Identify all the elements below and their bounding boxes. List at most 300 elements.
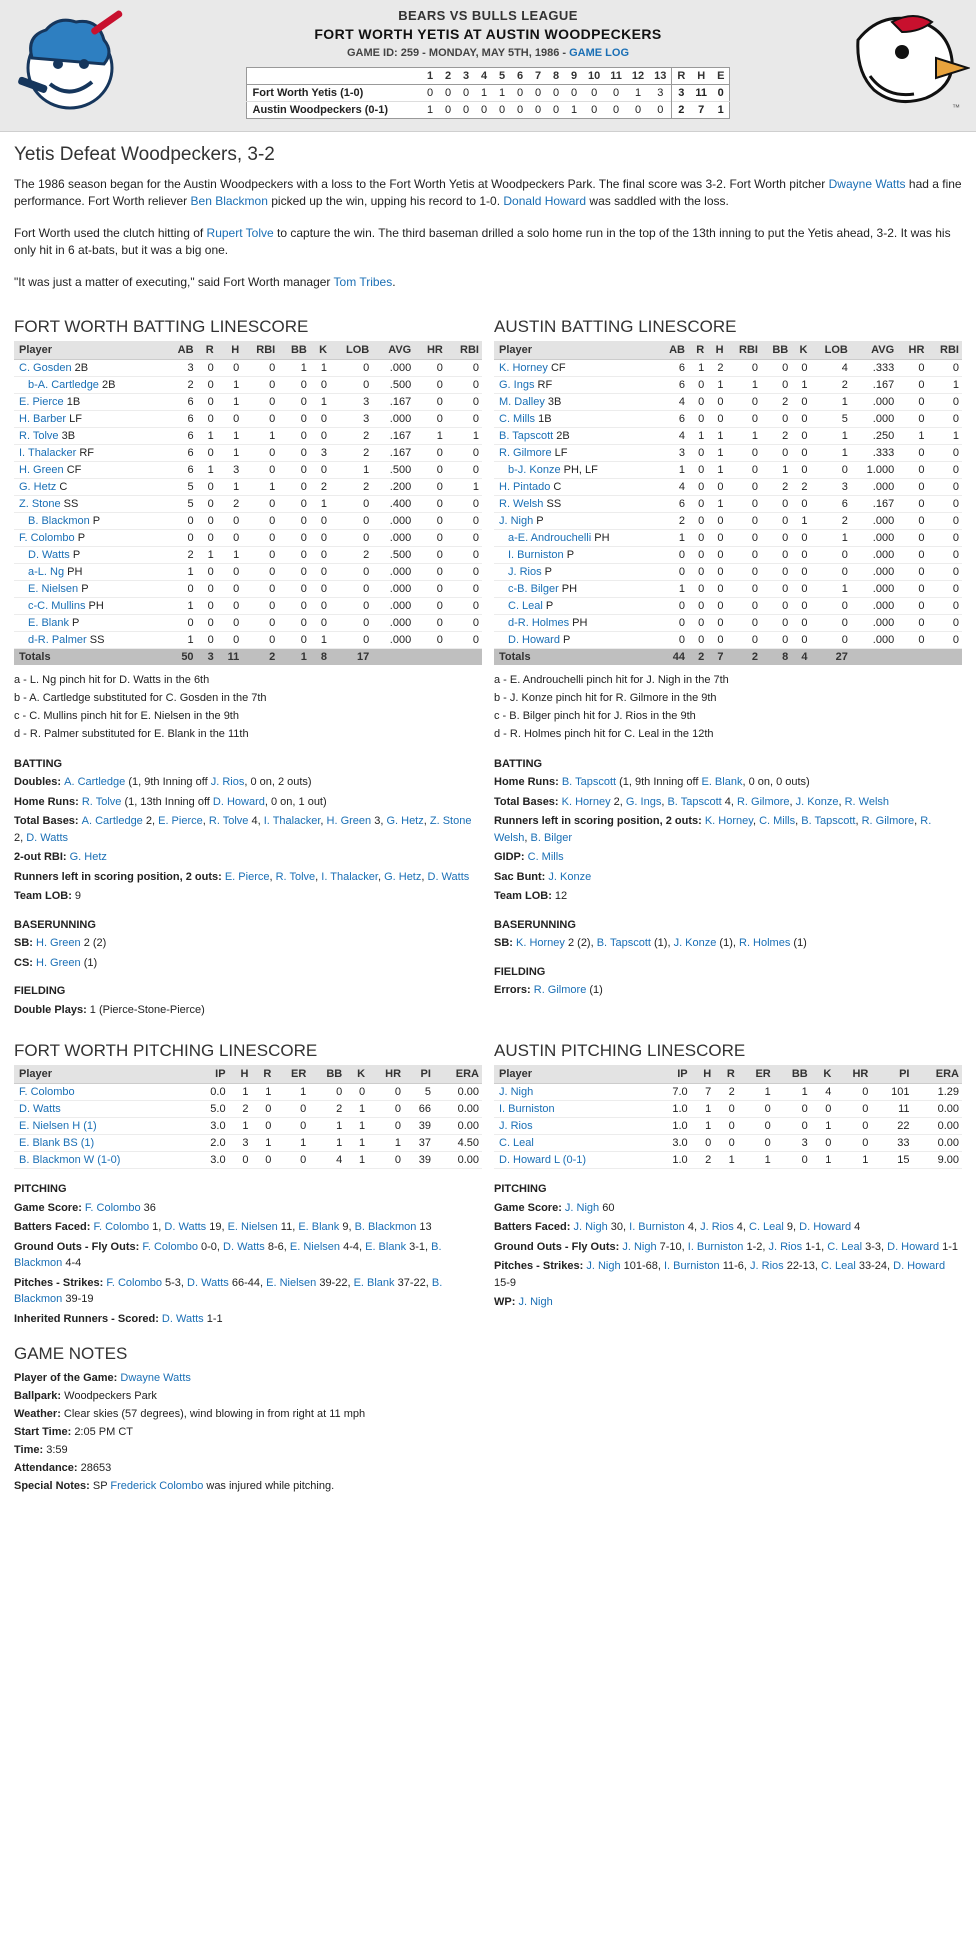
player-link[interactable]: C. Leal	[820, 1260, 856, 1273]
stat-cell: 0	[897, 546, 927, 563]
player-link[interactable]: D. Watts	[187, 1276, 229, 1289]
stat-cell: 0	[927, 580, 962, 597]
stat-cell: 1	[810, 427, 850, 444]
game-notes-section	[0, 1330, 976, 1516]
stat-line: Double Plays: 1 (Pierce-Stone-Pierce)	[14, 1003, 205, 1016]
stat-cell: 0	[810, 461, 850, 478]
player-link[interactable]: C. Mills	[759, 815, 796, 828]
player-link[interactable]: D. Howard	[893, 1260, 946, 1273]
stat-cell: .000	[372, 529, 414, 546]
stat-cell: 0	[791, 580, 810, 597]
player-link[interactable]: E. Blank	[365, 1240, 407, 1253]
inning-value: 0	[570, 87, 578, 99]
player-link[interactable]: M. Dalley	[499, 395, 545, 408]
stat-line-label: Errors:	[494, 984, 534, 997]
player-link[interactable]: B. Tapscott	[667, 795, 722, 808]
player-cell	[14, 597, 165, 614]
stat-cell: .000	[372, 580, 414, 597]
player-link[interactable]: J. Nigh	[499, 514, 534, 527]
player-link[interactable]: G. Ings	[499, 378, 535, 391]
inning-value: 0	[475, 102, 493, 119]
table-row	[14, 529, 482, 546]
stat-cell: 0	[446, 512, 482, 529]
stat-cell: 37	[404, 1135, 434, 1152]
player-link[interactable]: H. Green	[36, 956, 81, 969]
stat-line: Ground Outs - Fly Outs: J. Nigh 7-10, I. Burniston 1-2, J. Rios 1-1, C. Leal 3-3, D. Howard 1-1	[494, 1240, 959, 1253]
player-link[interactable]: I. Burniston	[687, 1240, 744, 1253]
stat-cell: 1	[791, 376, 810, 393]
player-link[interactable]: d-R. Holmes	[508, 616, 570, 629]
player-position: CF	[63, 463, 82, 476]
column-header-ab: AB	[658, 341, 688, 360]
player-cell	[494, 563, 658, 580]
stat-cell: 1	[310, 359, 330, 376]
stat-cell: 0	[278, 512, 310, 529]
player-link[interactable]: I. Burniston	[664, 1260, 720, 1273]
player-position: SS	[60, 497, 79, 510]
stat-line-label: Doubles:	[14, 776, 65, 789]
player-cell	[494, 631, 658, 648]
fw-batting-block	[14, 756, 482, 905]
game-note-label: Start Time:	[14, 1426, 75, 1439]
player-link[interactable]: H. Pintado	[499, 480, 551, 493]
stat-cell: 0	[278, 529, 310, 546]
player-position: SS	[543, 497, 562, 510]
player-link[interactable]: G. Hetz	[386, 815, 424, 828]
player-link[interactable]: D. Watts	[427, 870, 470, 883]
player-link[interactable]: R. Welsh	[499, 497, 544, 510]
fort-worth-batting-col	[8, 311, 488, 1021]
stat-cell: 0	[278, 546, 310, 563]
player-link[interactable]: I. Thalacker	[321, 870, 378, 883]
player-link[interactable]: B. Blackmon	[28, 514, 90, 527]
game-log-link[interactable]: GAME LOG	[569, 47, 629, 59]
stat-line: Team LOB: 9	[14, 890, 82, 903]
column-header-ab: AB	[165, 341, 197, 360]
stat-line: Runners left in scoring position, 2 outs: K. Horney, C. Mills, B. Tapscott, R. Gilmore, R. Welsh, B. Bilger	[494, 815, 932, 844]
player-link[interactable]: B. Blackmon	[14, 1240, 442, 1270]
player-link[interactable]: D. Watts	[26, 831, 68, 844]
pitcher-cell	[494, 1152, 655, 1169]
player-link[interactable]: D. Howard	[799, 1221, 852, 1234]
column-header-ip: IP	[655, 1065, 691, 1084]
player-link-donald-howard[interactable]: Donald Howard	[503, 194, 587, 209]
player-link[interactable]: R. Gilmore	[861, 815, 915, 828]
player-link[interactable]: d-R. Palmer	[28, 633, 87, 646]
player-link[interactable]: R. Gilmore	[499, 446, 552, 459]
player-link[interactable]: C. Gosden	[19, 361, 72, 374]
stat-cell: 0	[278, 597, 310, 614]
player-link[interactable]: G. Hetz	[19, 480, 57, 493]
column-header-bb: BB	[309, 1065, 345, 1084]
stat-cell: 0	[658, 597, 688, 614]
inning-header-10: 10	[583, 68, 605, 85]
stat-cell: .000	[372, 410, 414, 427]
stat-cell: 0	[278, 631, 310, 648]
player-link[interactable]: J. Rios	[508, 565, 542, 578]
player-link[interactable]: J. Rios	[700, 1221, 734, 1234]
player-link[interactable]: R. Welsh	[494, 815, 932, 844]
player-link[interactable]: E. Nielsen	[28, 582, 79, 595]
player-position: 3B	[58, 429, 76, 442]
inning-header-6: 6	[511, 68, 529, 85]
header-titles	[10, 8, 966, 119]
stat-cell: .167	[372, 393, 414, 410]
stat-line-label: Batters Faced:	[494, 1221, 574, 1234]
stat-cell: 0	[242, 631, 278, 648]
stat-cell: 0	[309, 1084, 345, 1101]
player-link[interactable]: C. Leal	[499, 1137, 534, 1150]
player-cell	[494, 580, 658, 597]
player-link[interactable]: A. Cartledge	[64, 776, 126, 789]
player-link[interactable]: E. Blank BS (1)	[19, 1137, 95, 1150]
player-cell	[14, 427, 165, 444]
player-link[interactable]: J. Nigh	[499, 1086, 534, 1099]
stat-cell: 0	[446, 359, 482, 376]
player-link[interactable]: E. Nielsen	[227, 1221, 278, 1234]
stat-cell: 0	[714, 1135, 738, 1152]
stat-cell: 0	[242, 512, 278, 529]
stat-cell: 0	[707, 478, 726, 495]
player-link[interactable]: F. Colombo	[106, 1276, 162, 1289]
stat-line: Game Score: F. Colombo 36	[14, 1201, 156, 1214]
player-link[interactable]: D. Howard	[887, 1240, 940, 1253]
player-link[interactable]: B. Tapscott	[561, 776, 617, 789]
player-link[interactable]: K. Horney	[561, 795, 611, 808]
stat-cell: 0	[165, 529, 197, 546]
player-link[interactable]: E. Blank	[701, 776, 743, 789]
player-link[interactable]: A. Cartledge	[81, 815, 143, 828]
player-link[interactable]: D. Howard	[508, 633, 560, 646]
player-link[interactable]: J. Nigh	[518, 1296, 553, 1309]
stat-line	[494, 1294, 962, 1311]
player-link[interactable]: c-B. Bilger	[508, 582, 559, 595]
player-link[interactable]: c-C. Mullins	[28, 599, 86, 612]
stat-cell: 0	[310, 580, 330, 597]
stat-cell: 2	[658, 512, 688, 529]
stat-cell: 2	[761, 427, 791, 444]
stat-line: Home Runs: B. Tapscott (1, 9th Inning off E. Blank, 0 on, 0 outs)	[494, 776, 810, 789]
player-position: 3B	[544, 395, 562, 408]
player-link-rupert-tolve[interactable]: Rupert Tolve	[206, 225, 274, 240]
hits-value: 7	[690, 102, 712, 119]
player-link[interactable]: J. Konze	[673, 937, 717, 950]
inning-value: 0	[627, 102, 649, 119]
player-link[interactable]: D. Howard	[212, 795, 265, 808]
stat-cell: 0	[197, 393, 217, 410]
player-link[interactable]: R. Tolve	[208, 815, 249, 828]
stat-cell: 0	[791, 410, 810, 427]
stat-line: CS: H. Green (1)	[14, 956, 98, 969]
player-link[interactable]: E. Nielsen H (1)	[19, 1120, 97, 1133]
stat-cell: 0	[688, 631, 707, 648]
player-link[interactable]: K. Horney	[516, 937, 565, 950]
player-link[interactable]: G. Hetz	[384, 870, 422, 883]
player-link[interactable]: I. Burniston	[629, 1221, 685, 1234]
player-link[interactable]: G. Ings	[625, 795, 662, 808]
player-link[interactable]: E. Blank	[28, 616, 69, 629]
stat-cell: 0	[691, 1135, 715, 1152]
stat-cell: 6	[658, 410, 688, 427]
stat-cell: 1	[229, 1084, 252, 1101]
totals-value: 3	[197, 648, 217, 665]
stat-cell: 0	[727, 580, 761, 597]
totals-value: 27	[810, 648, 850, 665]
stat-cell: 0	[897, 495, 927, 512]
inning-value: 1	[421, 102, 439, 119]
stat-line	[494, 849, 962, 866]
player-link[interactable]: C. Leal	[508, 599, 543, 612]
player-position: P	[559, 633, 571, 646]
player-link[interactable]: E. Nielsen	[289, 1240, 341, 1253]
stat-cell: 0	[738, 1101, 774, 1118]
substitution-note: d - R. Holmes pinch hit for C. Leal in the 12th	[494, 728, 714, 741]
table-row	[14, 1084, 482, 1101]
player-position: P	[563, 548, 575, 561]
stat-line-label: Double Plays:	[14, 1003, 90, 1016]
aus-batting-block	[494, 756, 962, 905]
player-link[interactable]: G. Hetz	[69, 851, 107, 864]
stat-cell: 0	[761, 376, 791, 393]
player-link[interactable]: D. Howard L (0-1)	[499, 1154, 587, 1167]
player-link-dwayne-watts[interactable]: Dwayne Watts	[828, 177, 906, 191]
stat-cell: 0	[446, 461, 482, 478]
stat-cell: 1	[707, 495, 726, 512]
column-header-lob: LOB	[330, 341, 372, 360]
stat-cell: 0	[761, 529, 791, 546]
table-row	[494, 546, 962, 563]
player-cell	[14, 495, 165, 512]
player-link[interactable]: J. Rios	[768, 1240, 803, 1253]
player-link[interactable]: Dwayne Watts	[120, 1372, 191, 1385]
player-link[interactable]: Z. Stone	[19, 497, 61, 510]
player-link[interactable]: D. Watts	[164, 1221, 207, 1234]
stat-cell: 0	[658, 563, 688, 580]
stat-cell: 1	[688, 359, 707, 376]
player-link[interactable]: Z. Stone	[429, 815, 472, 828]
player-link[interactable]: R. Tolve	[275, 870, 316, 883]
player-link[interactable]: E. Pierce	[224, 870, 270, 883]
stat-line: Game Score: J. Nigh 60	[494, 1201, 615, 1214]
player-position: PH	[569, 616, 588, 629]
recap-text: "It was just a matter of executing," said Fort Worth manager	[14, 274, 334, 289]
totals-value: 50	[165, 648, 197, 665]
stat-cell: 1	[345, 1152, 368, 1169]
player-link[interactable]: C. Leal	[749, 1221, 784, 1234]
player-position: PH	[558, 582, 578, 595]
player-link[interactable]: B. Blackmon	[354, 1221, 417, 1234]
player-link[interactable]: K. Horney	[704, 815, 753, 828]
player-link[interactable]: J. Rios	[210, 776, 245, 789]
totals-value	[927, 648, 962, 665]
player-link[interactable]: C. Mills	[499, 412, 536, 425]
totals-value: 7	[707, 648, 726, 665]
stat-cell: 1	[811, 1118, 835, 1135]
player-link[interactable]: H. Barber	[19, 412, 67, 425]
aus-pitching-head: PITCHING	[494, 1183, 547, 1196]
stat-line-label: Team LOB:	[14, 890, 75, 903]
stat-cell: 66	[404, 1101, 434, 1118]
stat-cell: 0	[791, 461, 810, 478]
stat-cell: 1.000	[851, 461, 897, 478]
stat-cell: 0	[197, 376, 217, 393]
player-link[interactable]: E. Pierce	[19, 395, 64, 408]
player-link-ben-blackmon[interactable]: Ben Blackmon	[190, 194, 268, 209]
column-header-h: H	[217, 341, 242, 360]
stat-cell: 3	[774, 1135, 811, 1152]
column-header-r: R	[714, 1065, 738, 1084]
player-link[interactable]: J. Rios	[750, 1260, 784, 1273]
stat-cell: 0	[791, 614, 810, 631]
stat-line-label: Home Runs:	[14, 795, 82, 808]
stat-cell: 2	[310, 478, 330, 495]
inning-header-5: 5	[493, 68, 511, 85]
stat-cell: 0	[761, 495, 791, 512]
stat-cell: 0	[197, 614, 217, 631]
player-link[interactable]: D. Watts	[19, 1103, 61, 1116]
table-row	[14, 512, 482, 529]
column-header-lob: LOB	[810, 341, 850, 360]
stat-cell: 0	[310, 546, 330, 563]
stat-cell: .000	[851, 512, 897, 529]
player-link[interactable]: B. Blackmon	[14, 1276, 443, 1306]
fw-batting-title: FORT WORTH BATTING LINESCORE	[14, 316, 309, 336]
stat-cell: 0	[927, 478, 962, 495]
totals-value	[851, 648, 897, 665]
player-link[interactable]: D. Watts	[161, 1312, 204, 1325]
player-link[interactable]: b-J. Konze	[508, 463, 561, 476]
player-link[interactable]: E. Nielsen	[266, 1276, 317, 1289]
player-link[interactable]: F. Colombo	[93, 1221, 150, 1234]
player-link[interactable]: R. Welsh	[844, 795, 890, 808]
player-link[interactable]: J. Rios	[499, 1120, 533, 1133]
recap-text: The 1986 season began for the Austin Woodpeckers with a loss to the Fort Worth Yetis at Woodpeckers Park. The final score was 3-2. Fort Worth pitcher	[14, 177, 829, 191]
stat-cell: 0	[688, 580, 707, 597]
table-row	[14, 631, 482, 648]
stat-cell: 0	[368, 1101, 404, 1118]
stat-cell: 2	[691, 1152, 715, 1169]
player-link[interactable]: F. Colombo	[19, 1086, 75, 1099]
player-link[interactable]: D. Watts	[28, 548, 70, 561]
player-link[interactable]: K. Horney	[499, 361, 548, 374]
player-link[interactable]: Frederick Colombo	[110, 1480, 204, 1493]
player-link[interactable]: D. Watts	[223, 1240, 265, 1253]
player-link[interactable]: C. Mills	[527, 851, 564, 864]
fw-batting-table	[14, 341, 482, 665]
stat-cell: 0	[688, 410, 707, 427]
player-link[interactable]: J. Konze	[795, 795, 839, 808]
player-link[interactable]: B. Blackmon W (1-0)	[19, 1154, 121, 1167]
player-link[interactable]: E. Pierce	[158, 815, 203, 828]
stat-cell: 0	[727, 563, 761, 580]
stat-cell: 0	[345, 1084, 368, 1101]
player-link[interactable]: R. Tolve	[81, 795, 122, 808]
stat-cell: 0	[414, 461, 446, 478]
player-link[interactable]: B. Bilger	[530, 831, 573, 844]
game-note-row: Special Notes: SP Frederick Colombo was injured while pitching.	[14, 1480, 335, 1493]
table-row	[494, 631, 962, 648]
player-link[interactable]: B. Tapscott	[499, 429, 554, 442]
stat-cell: 0	[727, 410, 761, 427]
manager-link-tom-tribes[interactable]: Tom Tribes	[333, 274, 393, 289]
stat-cell: 0	[834, 1135, 871, 1152]
stat-line: SB: H. Green 2 (2)	[14, 937, 107, 950]
player-link[interactable]: R. Gilmore	[736, 795, 790, 808]
player-cell	[14, 512, 165, 529]
stat-cell: 39	[404, 1118, 434, 1135]
player-link[interactable]: J. Nigh	[573, 1221, 608, 1234]
player-link[interactable]: R. Holmes	[739, 937, 791, 950]
player-link[interactable]: a-E. Androuchelli	[508, 531, 592, 544]
player-cell	[494, 444, 658, 461]
stat-cell: 0	[274, 1152, 309, 1169]
player-cell	[494, 478, 658, 495]
player-link[interactable]: E. Blank	[298, 1221, 340, 1234]
player-link[interactable]: F. Colombo	[142, 1240, 198, 1253]
stat-cell: .000	[851, 393, 897, 410]
stat-cell: 0	[927, 359, 962, 376]
player-link[interactable]: H. Green	[326, 815, 372, 828]
fort-worth-pitching-col	[8, 1035, 488, 1330]
inning-value: 0	[516, 87, 524, 99]
player-link[interactable]: E. Blank	[353, 1276, 395, 1289]
column-header-rbi: RBI	[727, 341, 761, 360]
player-link[interactable]: R. Gilmore	[533, 984, 587, 997]
column-header-player: Player	[14, 1065, 194, 1084]
player-link[interactable]: H. Green	[36, 937, 81, 950]
player-link[interactable]: C. Leal	[827, 1240, 863, 1253]
player-link[interactable]: J. Nigh	[564, 1201, 600, 1214]
player-link[interactable]: B. Tapscott	[596, 937, 651, 950]
stat-cell: .250	[851, 427, 897, 444]
player-position: PH	[85, 599, 104, 612]
player-link[interactable]: a-L. Ng	[28, 565, 65, 578]
pitcher-cell	[494, 1118, 655, 1135]
player-link[interactable]: H. Green	[19, 463, 64, 476]
player-link[interactable]: J. Nigh	[622, 1240, 657, 1253]
stat-cell: 1	[217, 444, 242, 461]
stat-cell: 0	[165, 512, 197, 529]
player-link[interactable]: F. Colombo	[19, 531, 75, 544]
player-link[interactable]: I. Burniston	[499, 1103, 555, 1116]
totals-label: Totals	[494, 648, 658, 665]
totals-value: 4	[791, 648, 810, 665]
player-link[interactable]: I. Burniston	[508, 548, 564, 561]
stat-line-label: Game Score:	[14, 1201, 85, 1214]
stat-line-label: Batters Faced:	[14, 1221, 94, 1234]
player-link[interactable]: I. Thalacker	[19, 446, 77, 459]
player-link[interactable]: J. Konze	[548, 870, 592, 883]
player-link[interactable]: B. Tapscott	[801, 815, 856, 828]
player-link[interactable]: b-A. Cartledge	[28, 378, 99, 391]
stat-cell: 0	[688, 376, 707, 393]
player-link[interactable]: J. Nigh	[586, 1260, 621, 1273]
stat-cell: 0	[165, 580, 197, 597]
stat-cell: 0	[251, 1118, 274, 1135]
player-link[interactable]: F. Colombo	[84, 1201, 141, 1214]
stat-cell: 0	[707, 580, 726, 597]
player-link[interactable]: R. Tolve	[19, 429, 59, 442]
stat-cell: 0	[688, 444, 707, 461]
stat-cell: 0	[446, 376, 482, 393]
team-name: Austin Woodpeckers (0-1)	[246, 102, 421, 119]
stat-cell: 3	[810, 478, 850, 495]
player-link[interactable]: I. Thalacker	[263, 815, 321, 828]
stat-cell: 0	[688, 597, 707, 614]
stat-cell: 0	[810, 614, 850, 631]
fw-baserunning-block	[14, 917, 482, 972]
stat-cell: 0	[274, 1118, 309, 1135]
